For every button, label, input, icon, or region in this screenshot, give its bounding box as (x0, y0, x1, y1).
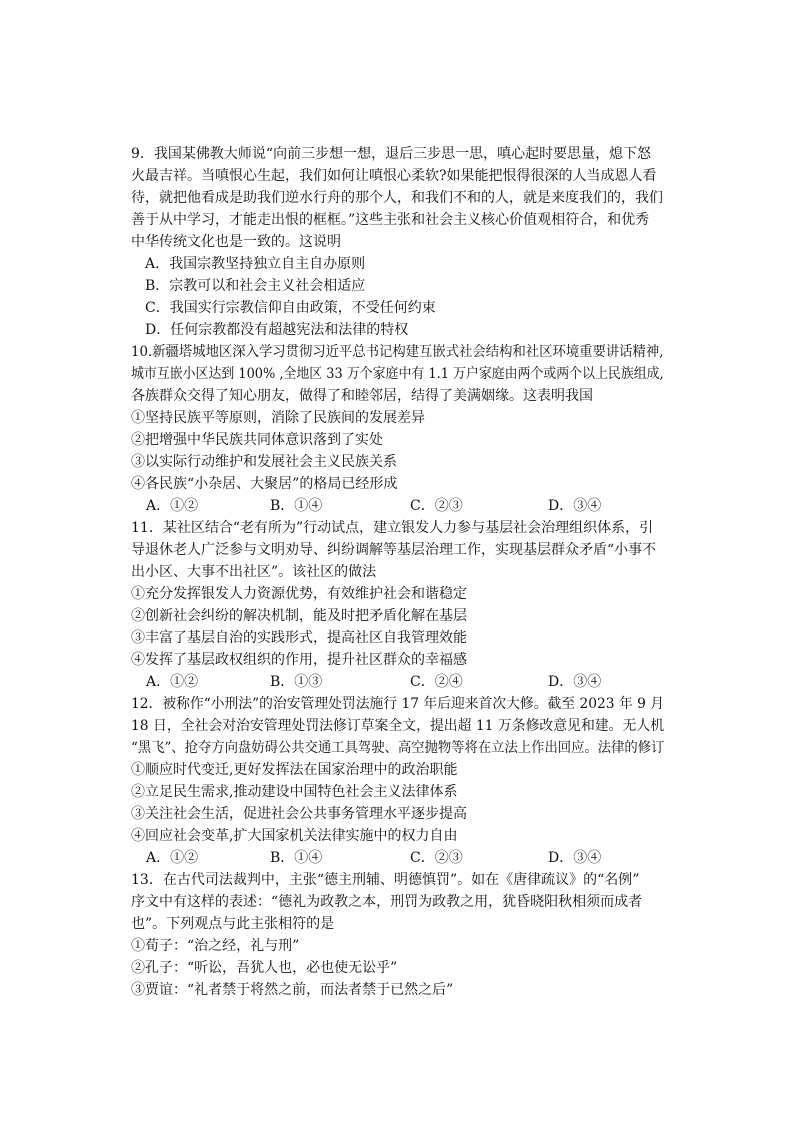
q12-line-2: 18 日，全社会对治安管理处罚法修订草案全文，提出超 11 万条修改意见和建。无人机 (131, 718, 665, 734)
q11-line-2: 导退休老人广泛参与文明劝导、纠纷调解等基层治理工作，实现基层群众矛盾“小事不 (131, 542, 657, 558)
q11-line-1: 11．某社区结合“老有所为”行动试点，建立银发人力参与基层社会治理组织体系，引 (131, 520, 654, 536)
q10-choice-b: B．①④ (270, 498, 323, 514)
q11-item-3: ③丰富了基层自治的实践形式，提高社区自我管理效能 (131, 630, 467, 646)
q10-line-2: 城市互嵌小区达到 100% ,全地区 33 万个家庭中有 1.1 万户家庭由两个或两个以上民族组成, (131, 366, 664, 382)
q12-line-3: “黑飞”、抢夺方向盘妨碍公共交通工具驾驶、高空抛物等将在立法上作出回应。法律的修订 (131, 740, 665, 756)
q10-choice-d: D．③④ (548, 498, 602, 514)
q9-option-b: B．宗教可以和社会主义社会相适应 (145, 278, 366, 294)
q9-line-1: 9．我国某佛教大师说“向前三步想一想，退后三步思一思，嗔心起时要思量，熄下怒 (131, 146, 652, 162)
q10-line-1: 10.新疆塔城地区深入学习贯彻习近平总书记构建互嵌式社会结构和社区环境重要讲话精神, (131, 344, 664, 360)
q9-option-d: D．任何宗教都没有超越宪法和法律的特权 (145, 322, 409, 338)
q9-line-5: 中华传统文化也是一致的。这说明 (131, 234, 341, 250)
q13-item-2: ②孔子：“听讼，吾犹人也，必也使无讼乎” (131, 960, 398, 976)
q12-choice-c: C．②③ (410, 850, 463, 866)
q13-line-1: 13．在古代司法裁判中，主张“德主刑辅、明德慎罚”。如在《唐律疏议》的“名例” (131, 872, 640, 888)
q9-line-3: 待，就把他看成是助我们逆水行舟的那个人，和我们不和的人，就是来度我们的，我们 (131, 190, 663, 206)
q10-choice-a: A．①② (146, 498, 199, 514)
q10-item-2: ②把增强中华民族共同体意识落到了实处 (131, 432, 383, 448)
q11-choice-b: B．①③ (270, 674, 323, 690)
q11-item-4: ④发挥了基层政权组织的作用，提升社区群众的幸福感 (131, 652, 467, 668)
q13-item-3: ③贾谊：“礼者禁于将然之前，而法者禁于已然之后” (131, 982, 454, 998)
q11-choice-c: C．②④ (410, 674, 463, 690)
q9-option-c: C．我国实行宗教信仰自由政策，不受任何约束 (145, 300, 436, 316)
q13-line-2: 序文中有这样的表述：“德礼为政教之本，刑罚为政教之用，犹昏晓阳秋相须而成者 (131, 894, 643, 910)
q13-item-1: ①荀子：“治之经，礼与刑” (131, 938, 300, 954)
q11-item-1: ①充分发挥银发人力资源优势，有效维护社会和谐稳定 (131, 586, 467, 602)
q12-item-3: ③关注社会生活，促进社会公共事务管理水平逐步提高 (131, 806, 467, 822)
q12-choice-b: B．①④ (270, 850, 323, 866)
q12-item-1: ①顺应时代变迁,更好发挥法在国家治理中的政治职能 (131, 762, 458, 778)
q11-line-3: 出小区、大事不出社区”。该社区的做法 (131, 564, 377, 580)
q9-option-a: A．我国宗教坚持独立自主自办原则 (145, 256, 366, 272)
q11-choice-d: D．③④ (548, 674, 602, 690)
q13-line-3: 也”。下列观点与此主张相符的是 (131, 916, 335, 932)
q11-item-2: ②创新社会纠纷的解决机制，能及时把矛盾化解在基层 (131, 608, 467, 624)
q9-line-2: 火最吉祥。当嗔恨心生起，我们如何让嗔恨心柔软?如果能把恨得很深的人当成恩人看 (131, 168, 657, 184)
q10-item-1: ①坚持民族平等原则，消除了民族间的发展差异 (131, 410, 425, 426)
q10-choice-c: C．②③ (410, 498, 463, 514)
q12-line-1: 12．被称作“小刑法”的治安管理处罚法施行 17 年后迎来首次大修。截至 2023 年 9 月 (131, 696, 665, 712)
q12-choice-d: D．③④ (548, 850, 602, 866)
q9-line-4: 善于从中学习，才能走出恨的框框。”这些主张和社会主义核心价值观相符合，和优秀 (131, 212, 650, 228)
q10-item-4: ④各民族“小杂居、大聚居”的格局已经形成 (131, 476, 398, 492)
q11-choice-a: A．①② (146, 674, 199, 690)
q12-item-2: ②立足民生需求,推动建设中国特色社会主义法律体系 (131, 784, 458, 800)
q10-line-3: 各族群众交得了知心朋友，做得了和睦邻居，结得了美满姻缘。这表明我国 (131, 388, 593, 404)
q12-choice-a: A．①② (146, 850, 199, 866)
q12-item-4: ④回应社会变革,扩大国家机关法律实施中的权力自由 (131, 828, 458, 844)
q10-item-3: ③以实际行动维护和发展社会主义民族关系 (131, 454, 397, 470)
